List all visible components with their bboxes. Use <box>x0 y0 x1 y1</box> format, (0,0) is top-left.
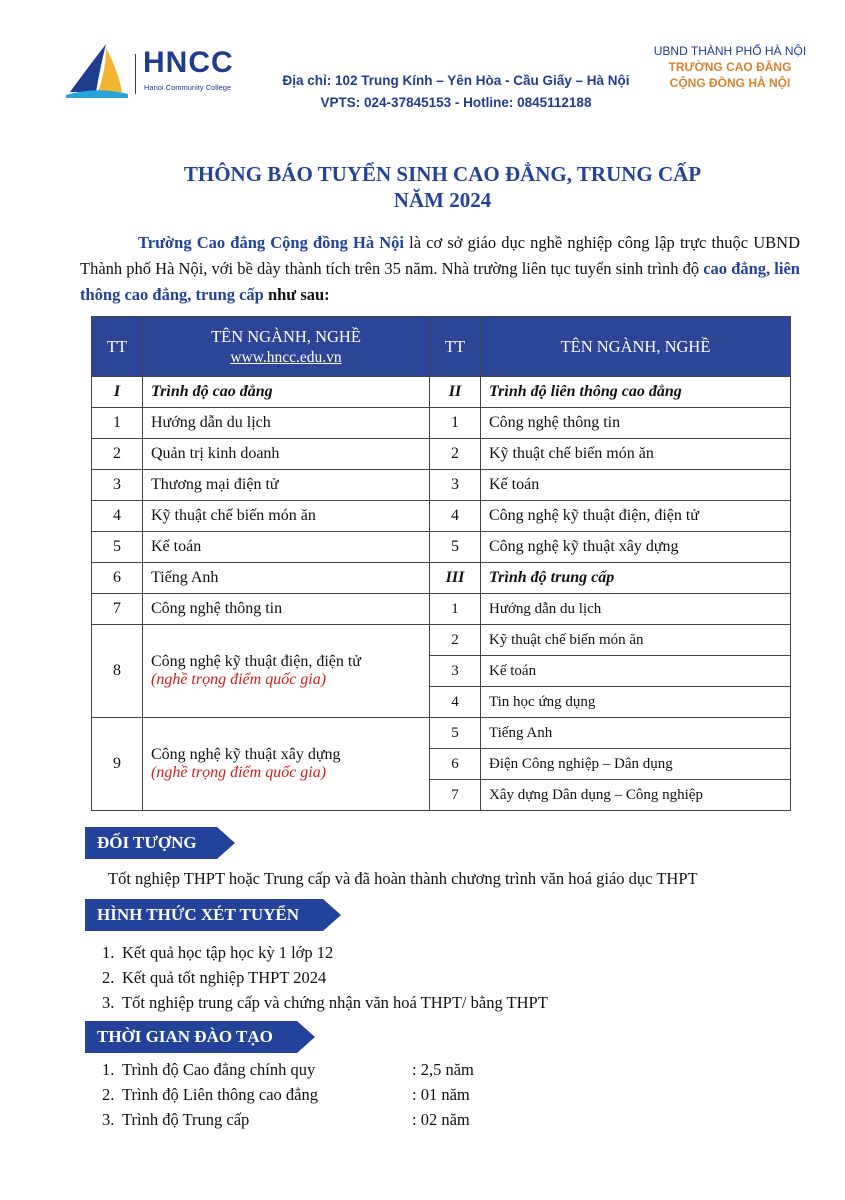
intro-text-2: như sau: <box>263 285 330 304</box>
title-line-2: NĂM 2024 <box>393 188 492 212</box>
row-no: 3 <box>92 470 143 501</box>
section-no: II <box>430 377 481 408</box>
col-name-header-text: TÊN NGÀNH, NGHỀ <box>211 326 361 346</box>
doi-tuong-text: Tốt nghiệp THPT hoặc Trung cấp và đã hoàn thành chương trình văn hoá giáo dục THPT <box>108 869 698 888</box>
program-name: Kỹ thuật chế biến món ăn <box>481 625 791 656</box>
section-no: III <box>430 563 481 594</box>
table-row <box>92 625 791 656</box>
college-logo <box>66 40 236 98</box>
row-no: 5 <box>430 532 481 563</box>
table-row <box>92 532 791 563</box>
col-tt-header-2: TT <box>430 317 481 377</box>
website-link[interactable]: www.hncc.edu.vn <box>230 348 342 366</box>
org-line-1: UBND THÀNH PHỐ HÀ NỘI <box>653 44 807 58</box>
document-title <box>0 161 845 213</box>
intro-text-1: là cơ sở giáo dục nghề nghiệp công lập trực thuộc UBND Thành phố Hà Nội, với bề dày thành tích trên 35 năm. Nhà trường liên tục tuyển sinh trình độ <box>80 233 800 278</box>
program-name: Công nghệ thông tin <box>481 408 791 439</box>
list-item: 2. Trình độ Liên thông cao đẳng : 01 năm <box>102 1085 470 1104</box>
row-no: 6 <box>430 749 481 780</box>
list-item: 2. Kết quả tốt nghiệp THPT 2024 <box>102 968 327 987</box>
row-no: 2 <box>430 439 481 470</box>
col-tt-header: TT <box>92 317 143 377</box>
section-ribbon-doi-tuong <box>85 827 235 859</box>
section-ribbon-hinh-thuc <box>85 899 341 931</box>
row-no: 7 <box>92 594 143 625</box>
program-name: Công nghệ kỹ thuật xây dựng <box>481 532 791 563</box>
table-row <box>92 718 791 749</box>
national-key-note: (nghề trọng điểm quốc gia) <box>151 764 327 781</box>
brand-subtitle: Hanoi Community College <box>144 83 232 92</box>
list-item: 1. Trình độ Cao đẳng chính quy : 2,5 năm <box>102 1060 474 1079</box>
national-key-note: (nghề trọng điểm quốc gia) <box>151 671 327 688</box>
col-name-header-2: TÊN NGÀNH, NGHỀ <box>481 317 791 377</box>
table-row <box>92 408 791 439</box>
section-title: Trình độ liên thông cao đẳng <box>481 377 791 408</box>
program-name: Kế toán <box>143 532 430 563</box>
program-name-with-note <box>143 625 430 718</box>
sailboat-logo-icon <box>66 40 136 98</box>
row-no: 2 <box>92 439 143 470</box>
col-name-header <box>143 317 430 377</box>
program-name: Thương mại điện tử <box>143 470 430 501</box>
program-name: Quản trị kinh doanh <box>143 439 430 470</box>
table-header-row <box>92 317 791 377</box>
program-name: Kỹ thuật chế biến món ăn <box>481 439 791 470</box>
table-row <box>92 470 791 501</box>
row-no: 9 <box>92 718 143 811</box>
row-no: 4 <box>430 687 481 718</box>
row-no: 1 <box>430 408 481 439</box>
organization-block <box>640 43 820 91</box>
row-no: 5 <box>92 532 143 563</box>
section-heading: THỜI GIAN ĐÀO TẠO <box>97 1027 273 1046</box>
program-name-with-note <box>143 718 430 811</box>
program-name: Tiếng Anh <box>481 718 791 749</box>
org-line-2: TRƯỜNG CAO ĐẲNG <box>668 60 792 74</box>
table-row <box>92 563 791 594</box>
program-name: Công nghệ kỹ thuật xây dựng <box>151 746 341 763</box>
row-no: 1 <box>92 408 143 439</box>
row-no: 2 <box>430 625 481 656</box>
school-name: Trường Cao đẳng Cộng đồng Hà Nội <box>138 233 404 252</box>
row-no: 7 <box>430 780 481 811</box>
intro-paragraph <box>80 230 800 308</box>
list-item: 1. Kết quả học tập học kỳ 1 lớp 12 <box>102 943 334 962</box>
row-no: 3 <box>430 470 481 501</box>
intro-levels: cao đẳng, liên thông cao đẳng, trung cấp <box>80 259 800 304</box>
section-heading: HÌNH THỨC XÉT TUYỂN <box>97 905 299 924</box>
list-item: 3. Trình độ Trung cấp : 02 năm <box>102 1110 470 1129</box>
program-name: Tin học ứng dụng <box>481 687 791 718</box>
section-ribbon-thoi-gian <box>85 1021 315 1053</box>
row-no: 1 <box>430 594 481 625</box>
row-no: 5 <box>430 718 481 749</box>
section-heading: ĐỐI TƯỢNG <box>97 833 197 852</box>
section-title: Trình độ cao đẳng <box>143 377 430 408</box>
org-line-3: CỘNG ĐỒNG HÀ NỘI <box>669 76 791 90</box>
section-title: Trình độ trung cấp <box>481 563 791 594</box>
table-row <box>92 501 791 532</box>
title-line-1: THÔNG BÁO TUYỂN SINH CAO ĐẲNG, TRUNG CẤP <box>183 162 702 186</box>
list-item: 3. Tốt nghiệp trung cấp và chứng nhận văn hoá THPT/ bằng THPT <box>102 993 548 1012</box>
row-no: 8 <box>92 625 143 718</box>
contact-block <box>270 70 642 114</box>
section-no: I <box>92 377 143 408</box>
thoi-gian-list <box>102 1057 474 1132</box>
table-row <box>92 439 791 470</box>
program-name: Tiếng Anh <box>143 563 430 594</box>
row-no: 4 <box>430 501 481 532</box>
program-name: Công nghệ thông tin <box>143 594 430 625</box>
row-no: 4 <box>92 501 143 532</box>
row-no: 6 <box>92 563 143 594</box>
program-name: Xây dựng Dân dụng – Công nghiệp <box>481 780 791 811</box>
hinh-thuc-list <box>102 940 548 1015</box>
program-name: Kỹ thuật chế biến món ăn <box>143 501 430 532</box>
program-name: Kế toán <box>481 656 791 687</box>
program-name: Công nghệ kỹ thuật điện, điện tử <box>151 653 361 670</box>
program-name: Kế toán <box>481 470 791 501</box>
program-name: Hướng dẫn du lịch <box>481 594 791 625</box>
table-row <box>92 377 791 408</box>
table-row <box>92 594 791 625</box>
program-name: Công nghệ kỹ thuật điện, điện tử <box>481 501 791 532</box>
program-name: Hướng dẫn du lịch <box>143 408 430 439</box>
row-no: 3 <box>430 656 481 687</box>
program-name: Điện Công nghiệp – Dân dụng <box>481 749 791 780</box>
address-text: Địa chỉ: 102 Trung Kính – Yên Hòa - Cầu Giấy – Hà Nội <box>282 73 630 88</box>
phone-text: VPTS: 024-37845153 - Hotline: 0845112188 <box>320 95 592 110</box>
brand-name: HNCC <box>143 46 234 79</box>
program-table <box>91 316 791 811</box>
